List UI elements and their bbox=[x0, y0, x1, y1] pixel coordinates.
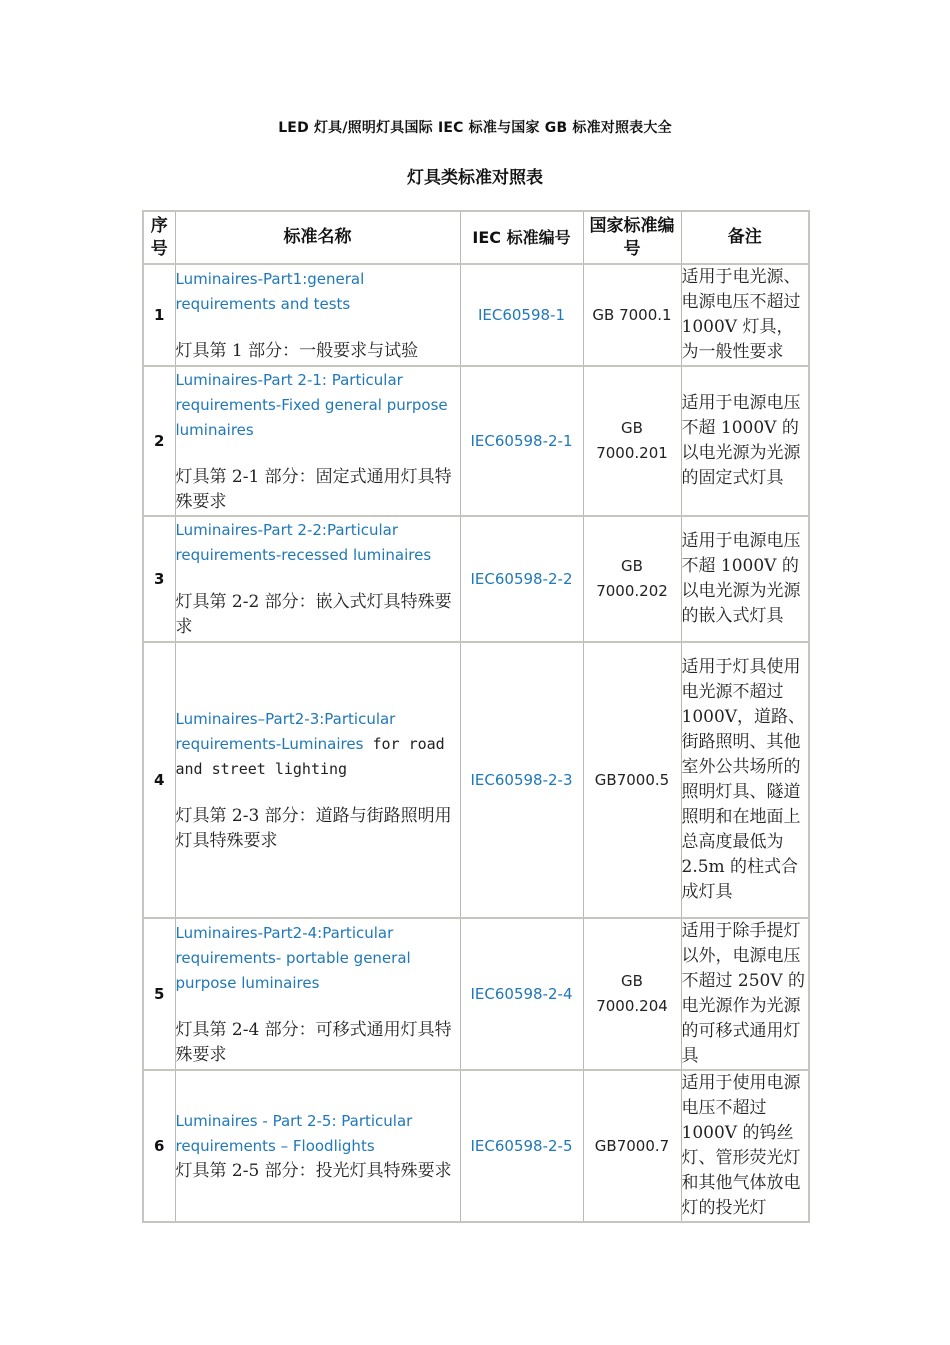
standard-name-en[interactable] bbox=[176, 921, 460, 996]
gb-number: GB7000.5 bbox=[583, 642, 681, 918]
standard-name-en-link[interactable]: Luminaires-Part 2-1: Particular requirements-Fixed general purpose luminaires bbox=[175, 370, 448, 439]
iec-number[interactable]: IEC60598-2-1 bbox=[460, 366, 583, 516]
standard-name-en[interactable] bbox=[176, 707, 460, 782]
table-row bbox=[143, 366, 809, 516]
standard-name-en-link[interactable]: Luminaires–Part2-3:Particular requirements-Luminaires bbox=[175, 709, 396, 753]
row-index: 3 bbox=[143, 516, 175, 642]
standard-name-cell bbox=[175, 918, 460, 1070]
remark: 适用于电源电压不超 1000V 的以电光源为光源的嵌入式灯具 bbox=[681, 516, 809, 642]
table-row bbox=[143, 264, 809, 366]
row-index: 4 bbox=[143, 642, 175, 918]
table-header-row bbox=[143, 211, 809, 264]
row-index: 1 bbox=[143, 264, 175, 366]
gb-number: GB 7000.204 bbox=[583, 918, 681, 1070]
row-index: 6 bbox=[143, 1070, 175, 1222]
table-row bbox=[143, 516, 809, 642]
remark: 适用于使用电源电压不超过 1000V 的钨丝灯、管形荧光灯和其他气体放电灯的投光灯 bbox=[681, 1070, 809, 1222]
standard-name-en-link[interactable]: Luminaires - Part 2-5: Particular requirements – Floodlights bbox=[175, 1111, 413, 1155]
standard-name-en-link[interactable]: Luminaires-Part1:general requirements and tests bbox=[175, 269, 365, 313]
iec-number[interactable]: IEC60598-2-4 bbox=[460, 918, 583, 1070]
remark: 适用于电光源、电源电压不超过 1000V 灯具，为一般性要求 bbox=[681, 264, 809, 366]
standard-name-cell bbox=[175, 516, 460, 642]
standard-name-en[interactable] bbox=[176, 368, 460, 443]
document-title: LED 灯具/照明灯具国际 IEC 标准与国家 GB 标准对照表大全 bbox=[278, 120, 672, 136]
standard-name-cn: 灯具第 2-3 部分：道路与街路照明用灯具特殊要求 bbox=[175, 805, 452, 851]
standard-name-cell bbox=[175, 1070, 460, 1222]
standard-name-en[interactable] bbox=[176, 518, 460, 568]
gb-number: GB 7000.201 bbox=[583, 366, 681, 516]
header-index: 序号 bbox=[143, 211, 175, 264]
standard-name-cn: 灯具第 2-4 部分：可移式通用灯具特殊要求 bbox=[175, 1019, 452, 1065]
standard-name-en[interactable] bbox=[176, 1109, 460, 1159]
row-index: 5 bbox=[143, 918, 175, 1070]
iec-number[interactable]: IEC60598-1 bbox=[460, 264, 583, 366]
standard-name-cell bbox=[175, 642, 460, 918]
remark: 适用于灯具使用电光源不超过 1000V，道路、街路照明、其他室外公共场所的照明灯具、隧道照明和在地面上总高度最低为 2.5m 的柱式合成灯具 bbox=[681, 642, 809, 918]
header-name: 标准名称 bbox=[175, 211, 460, 264]
standard-name-en-link[interactable]: Luminaires-Part 2-2:Particular requirements-recessed luminaires bbox=[175, 521, 432, 564]
table-row bbox=[143, 918, 809, 1070]
standard-name-en-plain: for road and street lighting bbox=[175, 734, 445, 778]
standard-name-cn: 灯具第 1 部分：一般要求与试验 bbox=[175, 340, 419, 361]
standards-table bbox=[142, 210, 810, 1223]
standard-name-cn: 灯具第 2-1 部分：固定式通用灯具特殊要求 bbox=[175, 466, 452, 512]
remark: 适用于除手提灯以外，电源电压不超过 250V 的电光源作为光源的可移式通用灯具 bbox=[681, 918, 809, 1070]
row-index: 2 bbox=[143, 366, 175, 516]
header-iec: IEC 标准编号 bbox=[460, 211, 583, 264]
table-title: 灯具类标准对照表 bbox=[407, 168, 543, 188]
header-gb: 国家标准编号 bbox=[583, 211, 681, 264]
table-row bbox=[143, 1070, 809, 1222]
iec-number[interactable]: IEC60598-2-2 bbox=[460, 516, 583, 642]
standard-name-cn: 灯具第 2-2 部分：嵌入式灯具特殊要求 bbox=[175, 592, 452, 637]
gb-number: GB7000.7 bbox=[583, 1070, 681, 1222]
iec-number[interactable]: IEC60598-2-3 bbox=[460, 642, 583, 918]
standard-name-cn: 灯具第 2-5 部分：投光灯具特殊要求 bbox=[175, 1160, 452, 1181]
iec-number[interactable]: IEC60598-2-5 bbox=[460, 1070, 583, 1222]
gb-number: GB 7000.1 bbox=[583, 264, 681, 366]
standard-name-en[interactable] bbox=[176, 267, 460, 317]
remark: 适用于电源电压不超 1000V 的以电光源为光源的固定式灯具 bbox=[681, 366, 809, 516]
gb-number: GB 7000.202 bbox=[583, 516, 681, 642]
header-note: 备注 bbox=[681, 211, 809, 264]
standard-name-en-link[interactable]: Luminaires-Part2-4:Particular requirements- portable general purpose luminaires bbox=[175, 923, 411, 992]
table-row bbox=[143, 642, 809, 918]
standard-name-cell bbox=[175, 264, 460, 366]
standard-name-cell bbox=[175, 366, 460, 516]
